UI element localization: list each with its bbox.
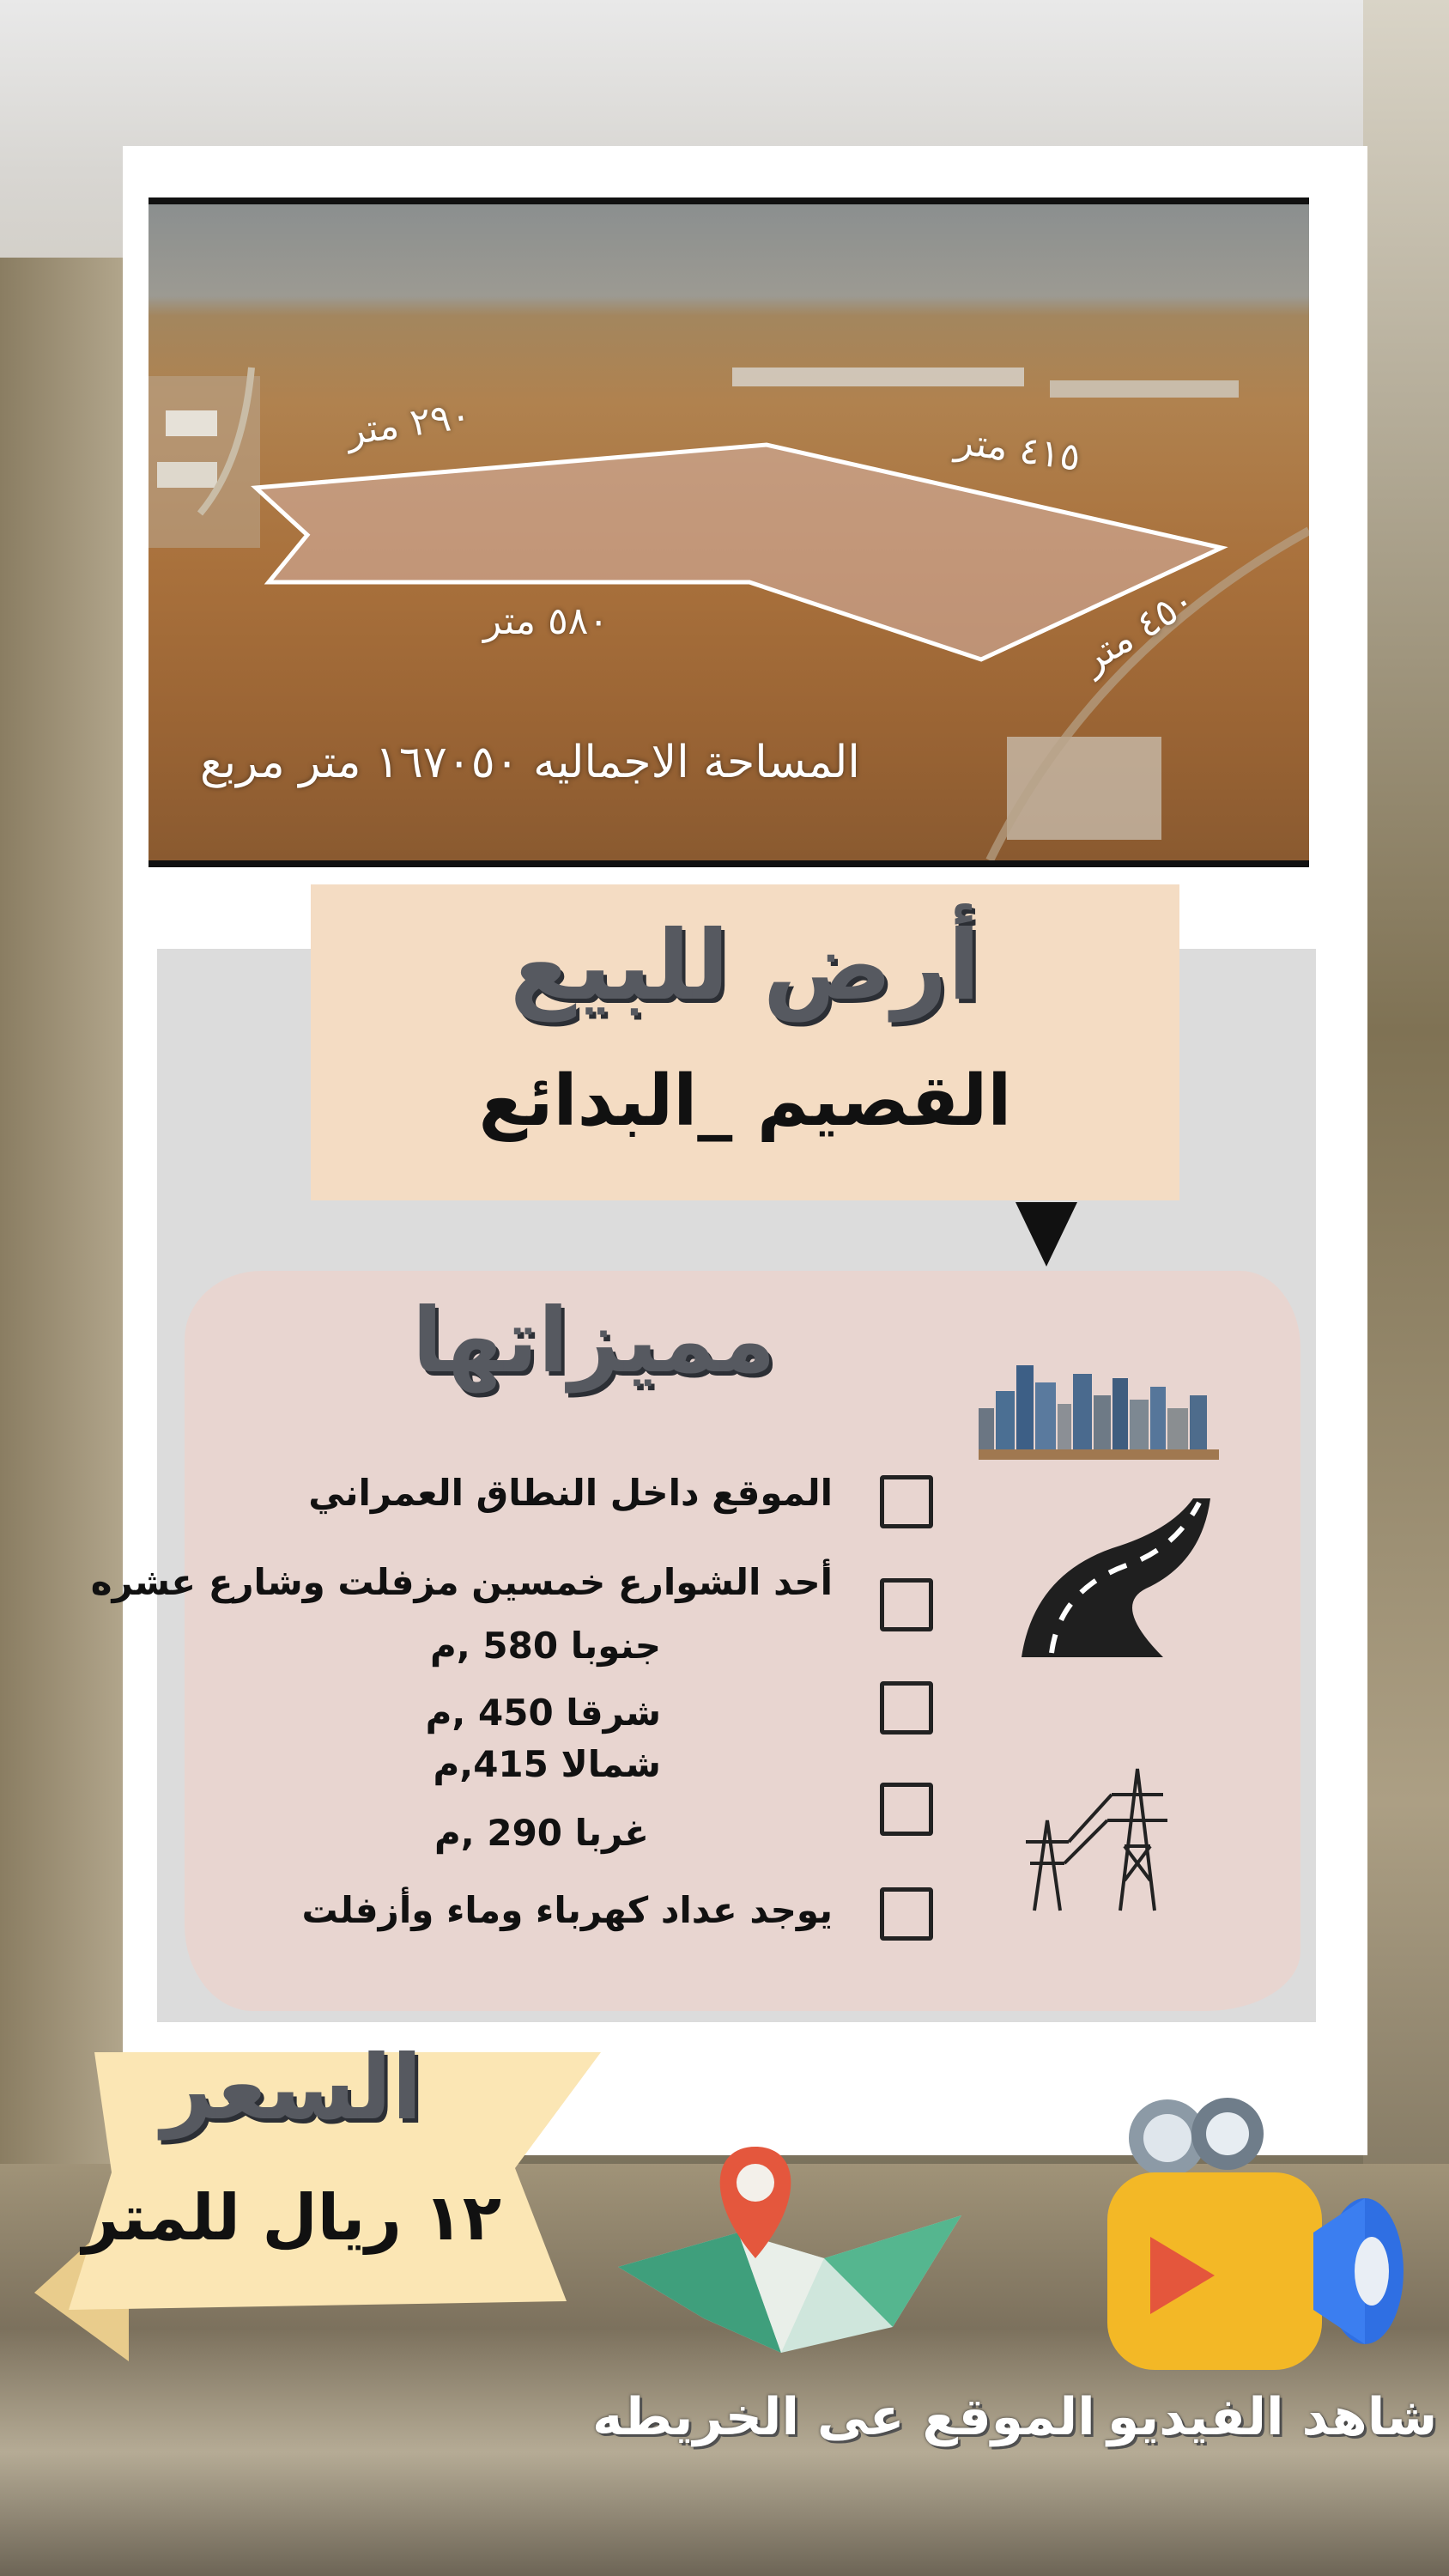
video-camera-icon[interactable] [1099, 2087, 1408, 2379]
feature-checkbox-4[interactable] [880, 1783, 933, 1836]
pointer-arrow-icon [1016, 1202, 1077, 1267]
title-box [311, 884, 1179, 1200]
feature-checkbox-2[interactable] [880, 1578, 933, 1631]
dimension-label-north: ٤١٥ متر [953, 419, 1083, 480]
feature-item-3: جنوبا 580 ,م [430, 1625, 661, 1667]
city-skyline-icon [979, 1357, 1219, 1460]
feature-item-2: أحد الشوارع خمسين مزفلت وشارع عشره [90, 1561, 833, 1603]
feature-checkbox-1[interactable] [880, 1475, 933, 1528]
location-subtitle: القصيم _البدائع [478, 1060, 1012, 1142]
total-area-label: المساحة الاجماليه ١٦٧٠٥٠ متر مربع [200, 737, 860, 788]
price-heading: السعر [161, 2035, 422, 2140]
feature-item-6: غربا 290 ,م [433, 1812, 649, 1854]
page-title: أرض للبيع [509, 910, 981, 1022]
dimension-label-east: ٤٥٠ متر [1073, 578, 1203, 682]
feature-checkbox-5[interactable] [880, 1887, 933, 1941]
aerial-photo [149, 197, 1309, 867]
feature-item-7: يوجد عداد كهرباء وماء وأزفلت [301, 1889, 833, 1931]
feature-item-4: شرقا 450 ,م [425, 1692, 661, 1734]
feature-item-5: شمالا 415,م [433, 1743, 661, 1785]
feature-checkbox-3[interactable] [880, 1681, 933, 1735]
road-icon [1017, 1494, 1223, 1657]
power-tower-icon [1017, 1760, 1189, 1915]
map-location-link[interactable]: الموقع عى الخريطه [592, 2387, 1095, 2447]
price-value: ١٢ ريال للمتر [82, 2181, 502, 2255]
dimension-label-south: ٥٨٠ متر [483, 599, 609, 643]
feature-item-1: الموقع داخل النطاق العمراني [308, 1472, 833, 1514]
features-heading: مميزاتها [412, 1288, 776, 1393]
map-icon[interactable] [618, 2138, 979, 2361]
dimension-label-west: ٢٩٠ متر [343, 393, 474, 454]
watch-video-link[interactable]: شاهد الفيديو [1107, 2387, 1438, 2447]
